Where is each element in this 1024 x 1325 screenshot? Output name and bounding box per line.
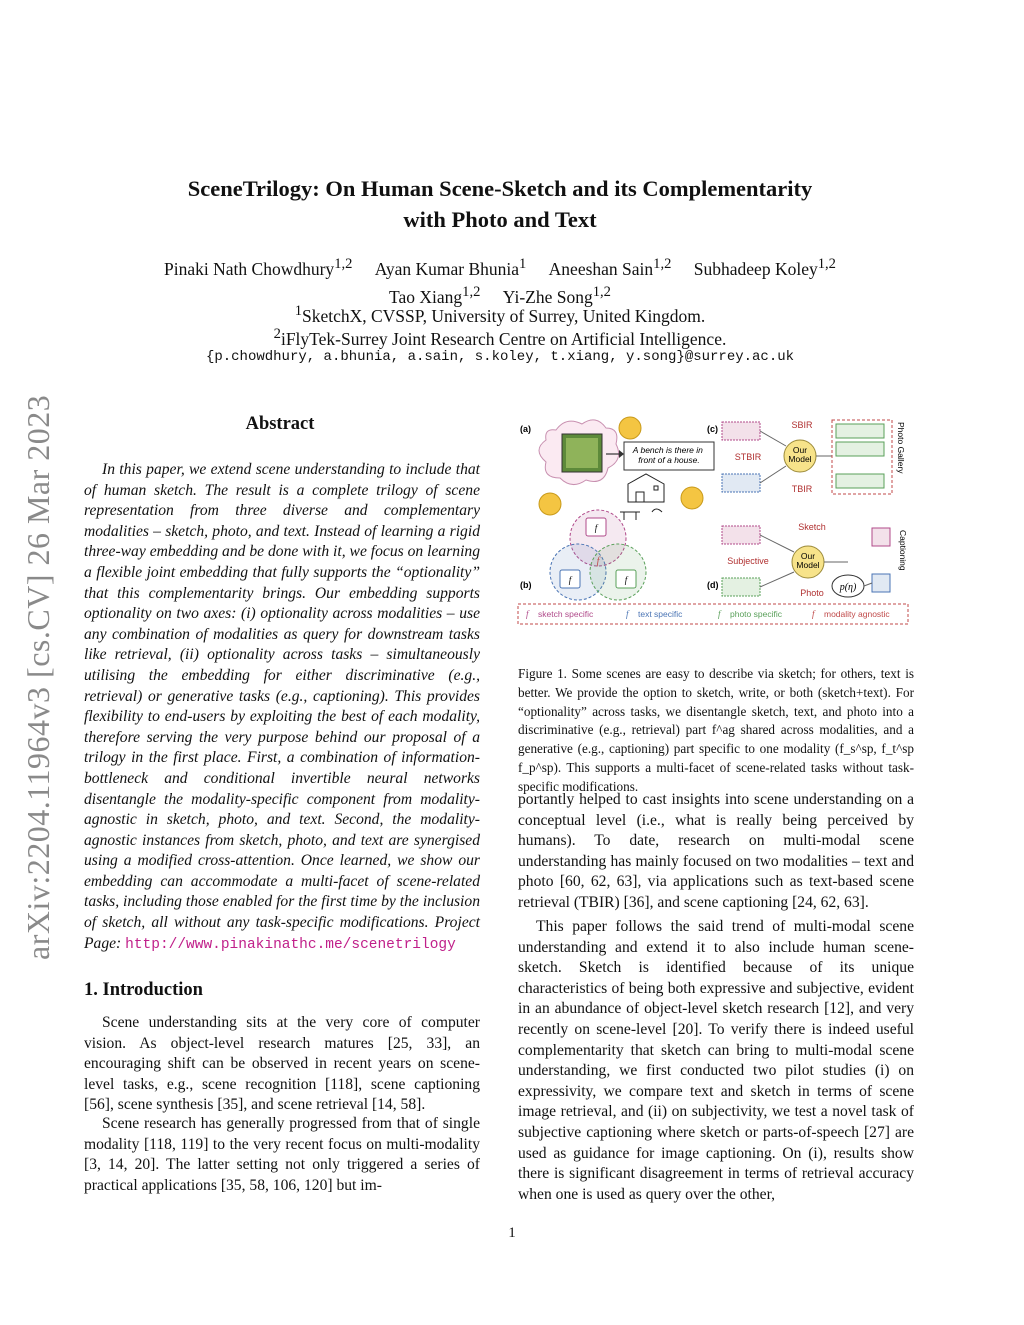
svg-text:f: f xyxy=(624,575,628,585)
page-number: 1 xyxy=(508,1225,516,1241)
sketch-label: Sketch xyxy=(798,522,826,532)
captioning-label: Captioning xyxy=(898,530,908,571)
arxiv-side-stamp: arXiv:2204.11964v3 [cs.CV] 26 Mar 2023 xyxy=(20,394,56,960)
our-model-label-d: Our Model xyxy=(796,551,820,570)
worried-emoji-icon xyxy=(619,417,641,439)
text-feature-pair xyxy=(722,474,760,492)
affiliation-2: $^2$iFlyTek-Surrey Joint Research Centre on Artificial Intelligence. xyxy=(273,326,727,349)
gallery-item-3 xyxy=(836,474,884,488)
abstract-body xyxy=(84,460,480,955)
title-line-1: SceneTrilogy: On Human Scene-Sketch and its Complementarity xyxy=(187,176,813,201)
svg-text:f: f xyxy=(594,523,598,533)
intro-paragraph-1: Scene understanding sits at the very core of computer vision. As object-level research matures [25, 33], an encouraging shift can be observed in recent years on scene-level tasks, e.g., scene recognition [118], scene captioning [56], scene synthesis [35], and scene retrieval [14, 58]. xyxy=(84,1014,480,1114)
legend-symbol-photo: f xyxy=(718,609,721,619)
caption-feature-box-1 xyxy=(872,528,890,546)
author: Pinaki Nath Chowdhury$^{1,2}$ xyxy=(164,256,353,279)
photo-feature-pair-d xyxy=(722,578,760,596)
photo-label: Photo xyxy=(800,588,824,598)
stbir-label: STBIR xyxy=(734,452,762,462)
project-page-link[interactable]: http://www.pinakinathc.me/scenetrilogy xyxy=(125,936,456,953)
panel-a-label: (a) xyxy=(520,424,531,434)
panel-d-label: (d) xyxy=(707,580,719,590)
p-eta-label: p(η) xyxy=(839,582,857,593)
panel-b-label: (b) xyxy=(520,580,532,590)
our-model-label-c: Our Model xyxy=(788,445,812,464)
f-ag-label: f xyxy=(596,556,600,567)
legend-photo-specific: photo specific xyxy=(730,609,782,619)
gallery-item-1 xyxy=(836,424,884,438)
paper-title xyxy=(140,173,860,235)
happy-emoji-icon xyxy=(681,487,703,509)
legend-text-specific: text specific xyxy=(638,609,683,619)
intro-heading: 1. Introduction xyxy=(84,980,203,1000)
subjective-label: Subjective xyxy=(727,556,769,566)
author: Subhadeep Koley$^{1,2}$ xyxy=(693,256,836,279)
edge-sketch-to-model xyxy=(760,431,786,446)
author: Aneeshan Sain$^{1,2}$ xyxy=(548,256,672,279)
caption-feature-box-2 xyxy=(872,574,890,592)
abstract-heading: Abstract xyxy=(245,414,315,434)
svg-text:f: f xyxy=(568,575,572,585)
author: Yi-Zhe Song$^{1,2}$ xyxy=(502,283,611,307)
legend-sketch-specific: sketch specific xyxy=(538,609,594,619)
scene-photo-inner xyxy=(566,438,598,468)
sbir-label: SBIR xyxy=(791,420,813,430)
legend-symbol-agnostic: f xyxy=(812,609,815,619)
photo-gallery-label: Photo Gallery xyxy=(896,422,906,474)
legend-modality-agnostic: modality agnostic xyxy=(824,609,890,619)
edge-text-to-model xyxy=(760,466,786,483)
right-paragraph-1: portantly helped to cast insights into scene understanding on a conceptual level (i.e., what is really being perceived by humans). To date, research on multi-modal scene understanding has mainly focused on two modalities – text and photo [60, 62, 63], via applications such as text-based scene retrieval (TBIR) [36], and scene captioning [24, 62, 63]. xyxy=(518,791,914,911)
edge-photo-to-model-d xyxy=(760,572,794,587)
intro-paragraph-2: Scene research has generally progressed from that of single modality [118, 119] to the very recent focus on multi-modality [3, 14, 20]. The latter setting not only triggered a series of practical applications [35, 58, 106, 120] but im- xyxy=(84,1115,480,1194)
figure-1 xyxy=(516,416,912,630)
sketch-feature-pair-d xyxy=(722,526,760,544)
scene-sketch-doodle xyxy=(620,474,664,520)
figure-1-diagram xyxy=(516,416,912,630)
title-line-2: with Photo and Text xyxy=(403,207,597,232)
sketch-feature-pair xyxy=(722,422,760,440)
legend-symbol-sketch: f xyxy=(526,609,529,619)
author: Ayan Kumar Bhunia$^1$ xyxy=(374,256,527,279)
legend-symbol-text: f xyxy=(626,609,629,619)
edge-sketch-to-model-d xyxy=(760,535,794,552)
edge-peta-to-feature xyxy=(864,583,872,586)
author-emails: {p.chowdhury, a.bhunia, a.sain, s.koley, t.xiang, y.song}@surrey.ac.uk xyxy=(205,349,795,365)
gallery-item-2 xyxy=(836,442,884,456)
right-paragraph-2: This paper follows the said trend of multi-modal scene understanding and extend it to also include human scene-sketch. Sketch is identified because of its unique characteristics of being both expressive and subjective, evident in an abundance of object-level sketch research [12], and very recently on scene-level [20]. To verify there is indeed useful complementarity that sketch can bring to multi-modal scene understanding, we first conducted two pilot studies (i) on expressivity, we compare text and sketch in terms of scene image retrieval, and (ii) on subjectivity, we test a novel task of subjective captioning where sketch or parts-of-speech [27] are used as guidance for image captioning. On (i), results show there is significant disagreement in terms of retrieval accuracy when one is used as query over the other, xyxy=(518,918,914,1203)
figure-1-caption: Figure 1. Some scenes are easy to describe via sketch; for others, text is better. We provide the option to sketch, write, or both (sketch+text). For “optionality” across tasks, we disentangle sketch, text, and photo into a discriminative (e.g., retrieval) part f^ag shared across modalities, and a generative (e.g., captioning) part specific to one modality (f_s^sp, f_t^sp f_p^sp). This supports a multi-facet of scene-related tasks without task-specific modifications. xyxy=(518,666,914,794)
arrow-head xyxy=(619,450,624,458)
panel-c-label: (c) xyxy=(707,424,718,434)
thinking-emoji-icon xyxy=(539,493,561,515)
tbir-label: TBIR xyxy=(791,484,813,494)
speech-bubble-text: A bench is there in front of a house. xyxy=(632,445,703,465)
affiliation-1: $^1$SketchX, CVSSP, University of Surrey, United Kingdom. xyxy=(294,303,706,326)
abstract-text: In this paper, we extend scene understanding to include that of human sketch. The result is a complete trilogy of scene representation from three diverse and complementary modalities – sketch, photo, and text. Instead of learning a rigid three-way embedding and be done with it, we focus on learning a flexible joint embedding that fully supports the “optionality” that this complementarity brings. Our embedding supports optionality on two axes: (i) optionality across modalities – use any combination of modalities as query for downstream tasks like retrieval, (ii) optionality across tasks – simultaneously utilising the embedding for either discriminative (e.g., retrieval) or generative tasks (e.g., captioning). This provides flexibility to end-users by exploiting the best of each modality, therefore serving the very purpose behind our proposal of a trilogy in the first place. First, a combination of information-bottleneck and conditional invertible neural networks disentangle the modality-specific component from modality-agnostic in sketch, photo, and text. Second, the modality-agnostic instances from sketch, photo, and text are synergised using a modified cross-attention. Once learned, we show our embedding can accommodate a multi-facet of scene-related tasks, including those enabled for the first time by the inclusion of sketch, all without any task-specific modifications. Project Page: xyxy=(84,461,480,952)
author: Tao Xiang$^{1,2}$ xyxy=(389,283,481,307)
